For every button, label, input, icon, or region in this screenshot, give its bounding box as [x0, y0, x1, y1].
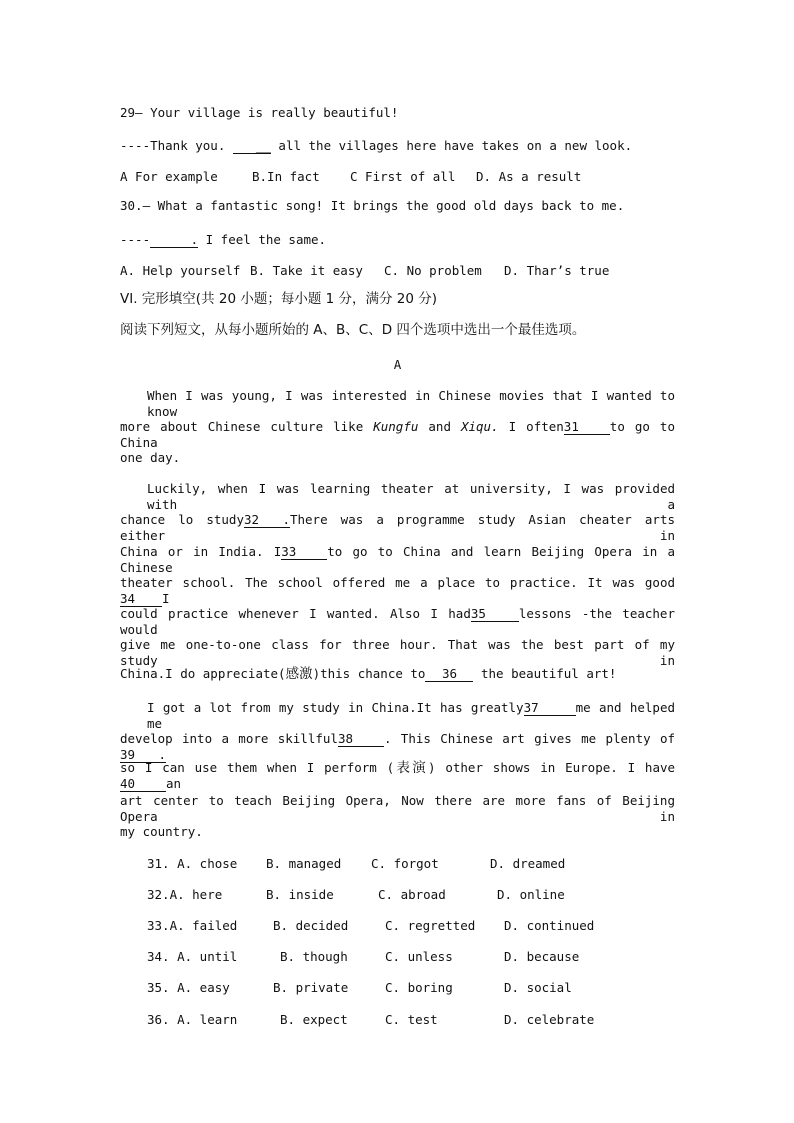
- option-c: C. abroad: [378, 887, 446, 902]
- passage-text: me and helped me: [147, 700, 675, 731]
- option-c: C. test: [385, 1012, 438, 1027]
- passage-text: and: [418, 419, 461, 434]
- response-text: I feel the same.: [198, 232, 327, 247]
- option-d: D. celebrate: [504, 1012, 595, 1027]
- option-b: B. private: [273, 980, 349, 995]
- passage-text: to go to China: [120, 419, 675, 450]
- question-29-response: [120, 138, 632, 154]
- passage-line: When I was young, I was interested in Chinese movies that I wanted to know: [147, 388, 675, 419]
- passage-line: my country.: [120, 824, 203, 839]
- options-row-31: [147, 856, 565, 872]
- option-b: B. Take it easy: [250, 263, 363, 278]
- passage-italic-term: Kungfu: [373, 419, 419, 434]
- options-row-35: [147, 980, 572, 996]
- option-b: B. managed: [266, 856, 342, 871]
- passage-line: Luckily, when I was learning theater at university, I was provided with a: [147, 481, 675, 512]
- section-instruction: 阅读下列短文，从每小题所始的 A、B、C、D 四个选项中选出一个最佳选项。: [120, 322, 586, 338]
- question-30-prompt: 30.— What a fantastic song! It brings the good old days back to me.: [120, 198, 625, 213]
- section-heading: VI. 完形填空(共 20 小题；每小题 1 分，满分 20 分): [120, 291, 438, 307]
- passage-line: [120, 575, 675, 607]
- option-a: A For example: [120, 169, 218, 184]
- option-c: C. boring: [385, 980, 453, 995]
- option-c: C. regretted: [385, 918, 476, 933]
- blank-36: 36: [425, 667, 473, 682]
- passage-line: [147, 700, 675, 732]
- option-d: D. social: [504, 980, 572, 995]
- option-c: C First of all: [350, 169, 456, 184]
- option-a: 31. A. chose: [147, 856, 238, 871]
- passage-line: [120, 606, 675, 638]
- passage-text: I: [162, 591, 170, 606]
- option-b: B. inside: [266, 887, 334, 902]
- passage-line: [120, 419, 675, 451]
- response-text: all the villages here have takes on a new look.: [270, 138, 633, 153]
- passage-text: I often: [498, 419, 564, 434]
- option-d: D. As a result: [476, 169, 582, 184]
- passage-line: [120, 666, 616, 682]
- passage-text: There was a programme study Asian cheater arts either in: [120, 512, 675, 543]
- option-d: D. dreamed: [490, 856, 566, 871]
- passage-text: )this chance to: [312, 666, 426, 681]
- options-row-33: [147, 918, 594, 934]
- passage-text: ) other shows in Europe. I have: [428, 760, 676, 775]
- option-b: B. decided: [273, 918, 349, 933]
- passage-text: develop into a more skillful: [120, 731, 338, 746]
- options-row-34: [147, 949, 579, 965]
- passage-line: art center to teach Beijing Opera, Now there are more fans of Beijing Opera in: [120, 793, 675, 824]
- option-a: A. Help yourself: [120, 263, 241, 278]
- passage-text: theater school. The school offered me a place to practice. It was good: [120, 575, 675, 590]
- question-29-options: [120, 169, 581, 185]
- options-row-32: [147, 887, 565, 903]
- option-b: B. expect: [280, 1012, 348, 1027]
- question-29-prompt: 29— Your village is really beautiful!: [120, 105, 399, 120]
- option-b: B. though: [280, 949, 348, 964]
- option-a: 32.A. here: [147, 887, 223, 902]
- passage-line: one day.: [120, 450, 181, 465]
- option-a: 36. A. learn: [147, 1012, 238, 1027]
- passage-text: more about Chinese culture like: [120, 419, 374, 434]
- option-a: 34. A. until: [147, 949, 238, 964]
- passage-text: could practice whenever I wanted. Also I had: [120, 606, 471, 621]
- passage-cjk-gloss: 表演: [394, 760, 429, 776]
- option-b: B.In fact: [252, 169, 320, 184]
- blank-39: 39 .: [120, 747, 166, 762]
- blank-37: 37: [524, 701, 576, 716]
- passage-text: lessons -the teacher would: [120, 606, 675, 637]
- option-c: C. forgot: [371, 856, 439, 871]
- passage-label: A: [393, 357, 402, 372]
- answer-blank: .: [150, 233, 198, 248]
- passage-cjk-gloss: 感激: [285, 666, 313, 682]
- blank-33: 33: [281, 545, 327, 560]
- passage-italic-term: Xiqu.: [460, 419, 499, 434]
- passage-text: the beautiful art!: [473, 666, 617, 681]
- question-30-response: [120, 232, 326, 248]
- option-c: C. No problem: [384, 263, 482, 278]
- blank-32: 32 .: [243, 512, 290, 527]
- question-30-options: [120, 263, 609, 279]
- options-row-36: [147, 1012, 594, 1028]
- option-d: D. Thar’s true: [504, 263, 610, 278]
- option-a: 33.A. failed: [147, 918, 238, 933]
- passage-text: I got a lot from my study in China.It has greatly: [147, 700, 524, 715]
- option-c: C. unless: [385, 949, 453, 964]
- passage-text: so I can use them when I perform (: [120, 760, 395, 775]
- response-prefix: ----: [120, 232, 151, 247]
- blank-38: 38: [338, 732, 384, 747]
- option-d: D. online: [497, 887, 565, 902]
- blank-40: 40: [120, 777, 166, 792]
- blank-31: 31: [564, 420, 610, 435]
- passage-line: [120, 544, 675, 576]
- passage-line: [120, 731, 675, 763]
- response-prefix: ----Thank you.: [120, 138, 233, 153]
- answer-blank: __: [233, 139, 271, 154]
- option-a: 35. A. easy: [147, 980, 230, 995]
- option-d: D. because: [504, 949, 580, 964]
- passage-text: . This Chinese art gives me plenty of: [383, 731, 676, 746]
- passage-text: China.I do appreciate(: [120, 666, 286, 681]
- blank-35: 35: [471, 607, 519, 622]
- blank-34: 34: [120, 592, 162, 607]
- option-d: D. continued: [504, 918, 595, 933]
- passage-line: [120, 512, 675, 544]
- passage-text: China or in India. I: [120, 544, 282, 559]
- passage-text: chance lo study: [120, 512, 244, 527]
- passage-line: [120, 760, 675, 792]
- passage-text: an: [166, 776, 182, 791]
- passage-text: to go to China and learn Beijing Opera in a Chinese: [120, 544, 675, 575]
- passage-line: give me one-to-one class for three hour. That was the best part of my study in: [120, 637, 675, 668]
